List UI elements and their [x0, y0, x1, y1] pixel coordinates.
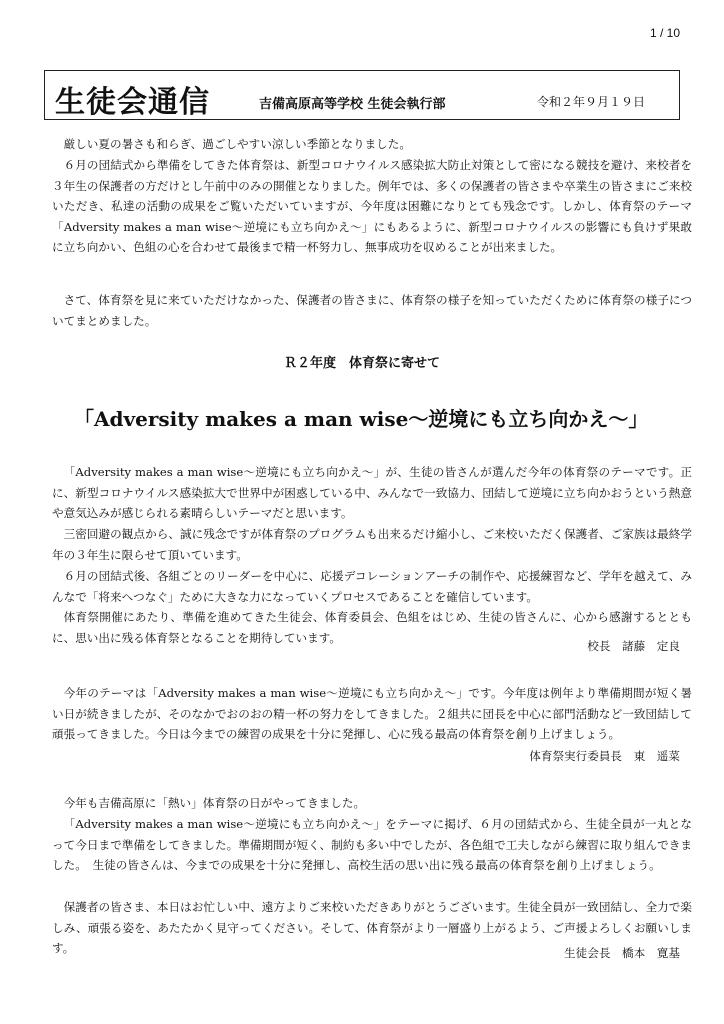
newsletter-header	[44, 70, 680, 120]
intro-paragraph-3: さて、体育祭を見に来ていただけなかった、保護者の皆さまに、体育祭の様子を知っていただくために体育祭の様子についてまとめました。	[52, 293, 692, 328]
theme-title: 「Adversity makes a man wise～逆境にも立ち向かえ～」	[74, 407, 649, 431]
committee-paragraph: 今年のテーマは「Adversity makes a man wise～逆境にも立ち向かえ～」です。今年度は例年より準備期間が短く暑い日が続きましたが、そのなかでおのおの精一杯の努力をしてきました。２組共に団長を中心に部門活動など一致団結して頑張ってきました。今日は今までの練習の成果を十分に発揮し、心に残る最高の体育祭を創り上げましょう。	[52, 686, 692, 742]
principal-paragraph-4: 体育祭開催にあたり、準備を進めてきた生徒会、体育委員会、色組をはじめ、生徒の皆さんに、心から感謝するとともに、思い出に残る体育祭となることを期待しています。	[52, 610, 692, 645]
president-paragraph-2: 「Adversity makes a man wise～逆境にも立ち向かえ～」をテーマに掲げ、６月の団結式から、生徒全員が一丸となって今日まで準備をしてきました。準備期間が短く、制約も多い中でしたが、各色組で工夫しながら練習に取り組んできました。 生徒の皆さんは、今までの成果を十分に発揮し、高校生活の思い出に残る最高の体育祭を創り上げましょう。	[52, 817, 692, 873]
newsletter-title: 生徒会通信	[55, 85, 210, 120]
president-signature: 生徒会長 橋本 寛基	[564, 946, 680, 960]
organization-name: 吉備高原高等学校 生徒会執行部	[259, 97, 446, 112]
issue-date: 令和２年９月１９日	[537, 95, 646, 109]
intro-paragraph-2: ６月の団結式から準備をしてきた体育祭は、新型コロナウイルス感染拡大防止対策として密になる競技を避け、来校者を３年生の保護者の方だけとし午前中のみの開催となりました。例年では、多くの保護者の皆さまや卒業生の皆さまにご来校いただき、私達の活動の成果をご覧いただいていますが、今年度は困難になりとても残念です。しかし、体育祭のテーマ「Adversity makes a man wise～逆境にも立ち向かえ～」にもあるように、新型コロナウイルスの影響にも負けず果敢に立ち向かい、色組の心を合わせて最後まで精一杯努力し、無事成功を収めることが出来ました。	[52, 158, 692, 255]
principal-paragraph-3: ６月の団結式後、各組ごとのリーダーを中心に、応援デコレーションアーチの制作や、応援練習など、学年を越えて、みんなで「将来へつなぐ」ために大きな力になっていくプロセスであることを確信しています。	[52, 569, 692, 604]
intro-paragraph-1: 厳しい夏の暑さも和らぎ、過ごしやすい涼しい季節となりました。	[63, 137, 411, 151]
president-paragraph-3: 保護者の皆さま、本日はお忙しい中、遠方よりご来校いただきありがとうございます。生徒全員が一致団結し、全力で楽しみ、頑張る姿を、あたたかく見守ってください。そして、体育祭がより一層盛り上がるよう、ご声援よろしくお願いします。	[52, 900, 692, 956]
principal-paragraph-2: 三密回避の観点から、誠に残念ですが体育祭のプログラムも出来るだけ縮小し、ご来校いただく保護者、ご家族は最終学年の３年生に限らせて頂いています。	[52, 527, 692, 562]
principal-paragraph-1: 「Adversity makes a man wise～逆境にも立ち向かえ～」が、生徒の皆さんが選んだ今年の体育祭のテーマです。正に、新型コロナウイルス感染拡大で世界中が困惑している中、みんなで一致協力、団結して逆境に立ち向かおうという熱意や意気込みが感じられる素晴らしいテーマだと思います。	[52, 465, 692, 521]
president-paragraph-1: 今年も吉備高原に「熱い」体育祭の日がやってきました。	[63, 796, 366, 810]
section-heading: Ｒ２年度 体育祭に寄せて	[283, 356, 440, 371]
page-number: 1 / 10	[649, 26, 680, 40]
principal-signature: 校長 諸藤 定良	[587, 639, 680, 653]
committee-signature: 体育祭実行委員長 東 遥菜	[529, 749, 680, 763]
